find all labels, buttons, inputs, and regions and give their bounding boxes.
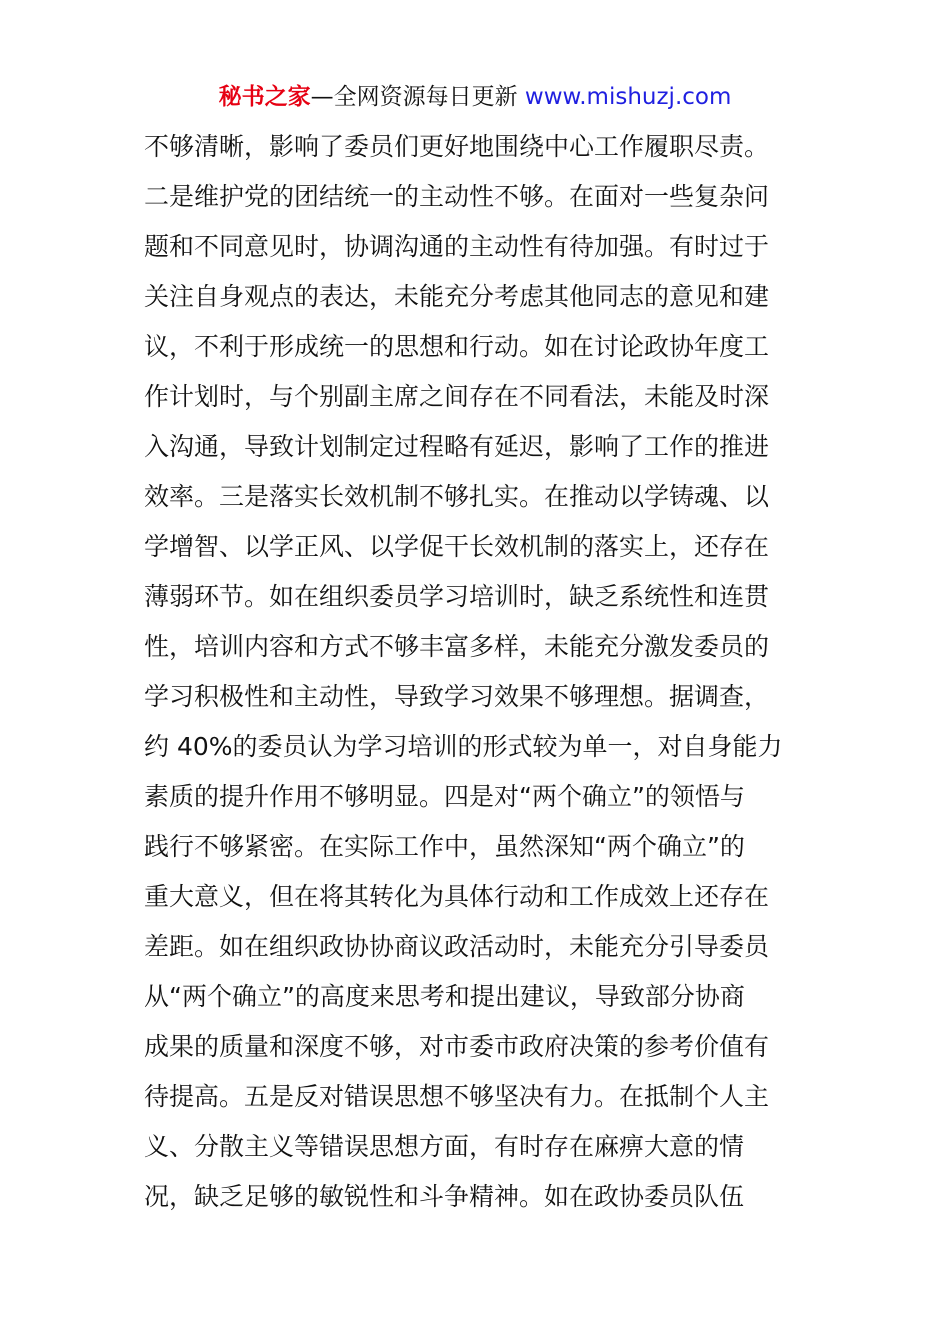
text-line: 不够清晰，影响了委员们更好地围绕中心工作履职尽责。 bbox=[144, 132, 770, 161]
site-header bbox=[0, 80, 950, 114]
site-tagline: —全网资源每日更新 bbox=[310, 84, 525, 110]
text-line: 义、分散主义等错误思想方面，有时存在麻痹大意的情 bbox=[144, 1132, 745, 1161]
text-line: 性，培训内容和方式不够丰富多样，未能充分激发委员的 bbox=[144, 632, 770, 661]
text-line: 作计划时，与个别副主席之间存在不同看法，未能及时深 bbox=[144, 382, 770, 411]
text-line: 学增智、以学正风、以学促干长效机制的落实上，还存在 bbox=[144, 532, 770, 561]
text-line: 践行不够紧密。在实际工作中，虽然深知“两个确立”的 bbox=[144, 832, 745, 861]
text-line: 议，不利于形成统一的思想和行动。如在讨论政协年度工 bbox=[144, 332, 770, 361]
text-line: 待提高。五是反对错误思想不够坚决有力。在抵制个人主 bbox=[144, 1082, 770, 1111]
text-line: 成果的质量和深度不够，对市委市政府决策的参考价值有 bbox=[144, 1032, 770, 1061]
text-line: 学习积极性和主动性，导致学习效果不够理想。据调查， bbox=[144, 682, 770, 711]
text-line: 素质的提升作用不够明显。四是对“两个确立”的领悟与 bbox=[144, 782, 745, 811]
text-line: 差距。如在组织政协协商议政活动时，未能充分引导委员 bbox=[144, 932, 770, 961]
text-line: 二是维护党的团结统一的主动性不够。在面对一些复杂问 bbox=[144, 182, 770, 211]
text-line: 况，缺乏足够的敏锐性和斗争精神。如在政协委员队伍 bbox=[144, 1182, 745, 1211]
text-line: 重大意义，但在将其转化为具体行动和工作成效上还存在 bbox=[144, 882, 770, 911]
text-line: 约 40%的委员认为学习培训的形式较为单一，对自身能力 bbox=[144, 732, 783, 761]
text-line: 薄弱环节。如在组织委员学习培训时，缺乏系统性和连贯 bbox=[144, 582, 770, 611]
site-url-link[interactable]: www.mishuzj.com bbox=[524, 84, 732, 110]
text-line: 从“两个确立”的高度来思考和提出建议，导致部分协商 bbox=[144, 982, 745, 1011]
text-line: 题和不同意见时，协调沟通的主动性有待加强。有时过于 bbox=[144, 232, 770, 261]
text-line: 入沟通，导致计划制定过程略有延迟，影响了工作的推进 bbox=[144, 432, 770, 461]
text-line: 效率。三是落实长效机制不够扎实。在推动以学铸魂、以 bbox=[144, 482, 770, 511]
text-line: 关注自身观点的表达，未能充分考虑其他同志的意见和建 bbox=[144, 282, 770, 311]
document-body bbox=[144, 122, 814, 1222]
site-brand: 秘书之家 bbox=[218, 84, 311, 110]
